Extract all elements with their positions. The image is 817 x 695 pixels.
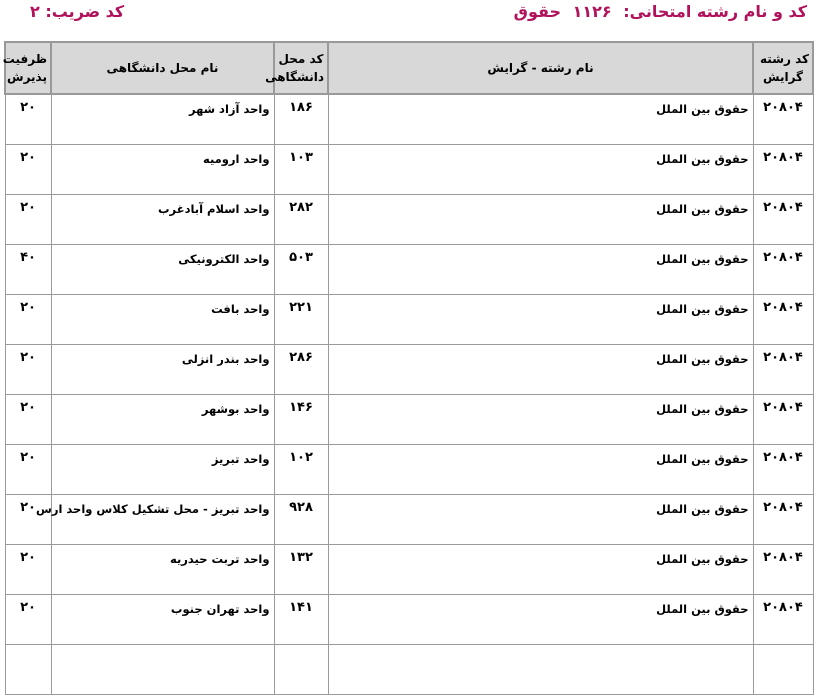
location-code-cell: ۹۲۸ [274,495,328,545]
capacity-cell: ۲۰ [5,345,51,395]
capacity-cell: ۲۰ [5,545,51,595]
location-name-cell: واحد آزاد شهر [51,94,274,145]
table-row [5,645,813,695]
program-code-cell [753,645,813,695]
major-cell: حقوق بین الملل [328,145,753,195]
capacity-cell: ۲۰ [5,295,51,345]
major-cell: حقوق بین الملل [328,295,753,345]
program-code-cell: ۲۰۸۰۴ [753,295,813,345]
column-header-program-code-line2: گرایش [762,70,804,84]
capacity-cell: ۴۰ [5,245,51,295]
capacity-cell: ۲۰ [5,595,51,645]
exam-title [514,2,807,21]
table-header-row [5,42,813,94]
location-name-cell: واحد تربت حیدریه [51,545,274,595]
major-cell: حقوق بین الملل [328,345,753,395]
major-cell [328,645,753,695]
capacity-cell: ۲۰ [5,495,51,545]
major-cell: حقوق بین الملل [328,495,753,545]
column-header-location-name: نام محل دانشگاهی [51,42,274,94]
location-code-cell: ۲۲۱ [274,295,328,345]
location-code-cell: ۲۸۲ [274,195,328,245]
capacity-cell: ۲۰ [5,395,51,445]
program-code-cell: ۲۰۸۰۴ [753,195,813,245]
program-code-cell: ۲۰۸۰۴ [753,145,813,195]
column-header-capacity-line2: پذیرش [7,70,47,84]
table-row [5,445,813,495]
program-code-cell: ۲۰۸۰۴ [753,595,813,645]
table-row [5,245,813,295]
program-code-cell: ۲۰۸۰۴ [753,94,813,145]
major-cell: حقوق بین الملل [328,595,753,645]
table-row [5,94,813,145]
location-code-cell: ۱۳۲ [274,545,328,595]
location-name-cell: واحد تهران جنوب [51,595,274,645]
capacity-cell [5,645,51,695]
program-code-cell: ۲۰۸۰۴ [753,345,813,395]
location-code-cell: ۱۸۶ [274,94,328,145]
table-row [5,495,813,545]
coefficient-value: ۲ [30,2,40,21]
coefficient-code [30,2,124,21]
location-name-cell: واحد الکترونیکی [51,245,274,295]
page-header [0,0,817,40]
table-row [5,145,813,195]
column-header-capacity-line1: ظرفیت [2,52,47,66]
location-code-cell: ۲۸۶ [274,345,328,395]
location-name-cell: واحد تبریز - محل تشکیل کلاس واحد ارس [51,495,274,545]
capacity-cell: ۲۰ [5,145,51,195]
column-header-location-code [265,42,328,94]
program-code-cell: ۲۰۸۰۴ [753,395,813,445]
exam-code: ۱۱۲۶ [572,2,612,21]
coefficient-label: کد ضریب: [45,2,125,21]
location-name-cell: واحد بافت [51,295,274,345]
programs-table [4,41,814,695]
column-header-location-code-line2: دانشگاهی [265,70,324,84]
location-code-cell: ۱۴۶ [274,395,328,445]
location-name-cell: واحد ارومیه [51,145,274,195]
column-header-location-code-line1: کد محل [278,52,324,66]
location-name-cell: واحد تبریز [51,445,274,495]
column-header-capacity [2,42,51,94]
location-code-cell: ۱۴۱ [274,595,328,645]
program-code-cell: ۲۰۸۰۴ [753,445,813,495]
major-cell: حقوق بین الملل [328,545,753,595]
location-code-cell [274,645,328,695]
exam-title-label: کد و نام رشته امتحانی: [623,2,807,21]
location-name-cell: واحد بوشهر [51,395,274,445]
exam-name: حقوق [513,2,562,21]
column-header-major: نام رشته - گرایش [328,42,753,94]
capacity-cell: ۲۰ [5,445,51,495]
major-cell: حقوق بین الملل [328,195,753,245]
location-code-cell: ۱۰۳ [274,145,328,195]
major-cell: حقوق بین الملل [328,94,753,145]
program-code-cell: ۲۰۸۰۴ [753,495,813,545]
table-row [5,345,813,395]
program-code-cell: ۲۰۸۰۴ [753,545,813,595]
column-header-program-code-line1: کد رشته [760,52,809,66]
location-code-cell: ۱۰۲ [274,445,328,495]
major-cell: حقوق بین الملل [328,395,753,445]
table-body [5,94,813,695]
capacity-cell: ۲۰ [5,195,51,245]
location-code-cell: ۵۰۳ [274,245,328,295]
column-header-program-code [753,42,813,94]
location-name-cell: واحد اسلام آبادغرب [51,195,274,245]
table-row [5,545,813,595]
location-name-cell: واحد بندر انزلی [51,345,274,395]
table-row [5,595,813,645]
table-row [5,295,813,345]
location-name-cell [51,645,274,695]
program-code-cell: ۲۰۸۰۴ [753,245,813,295]
major-cell: حقوق بین الملل [328,245,753,295]
table-row [5,195,813,245]
major-cell: حقوق بین الملل [328,445,753,495]
table-row [5,395,813,445]
capacity-cell: ۲۰ [5,94,51,145]
